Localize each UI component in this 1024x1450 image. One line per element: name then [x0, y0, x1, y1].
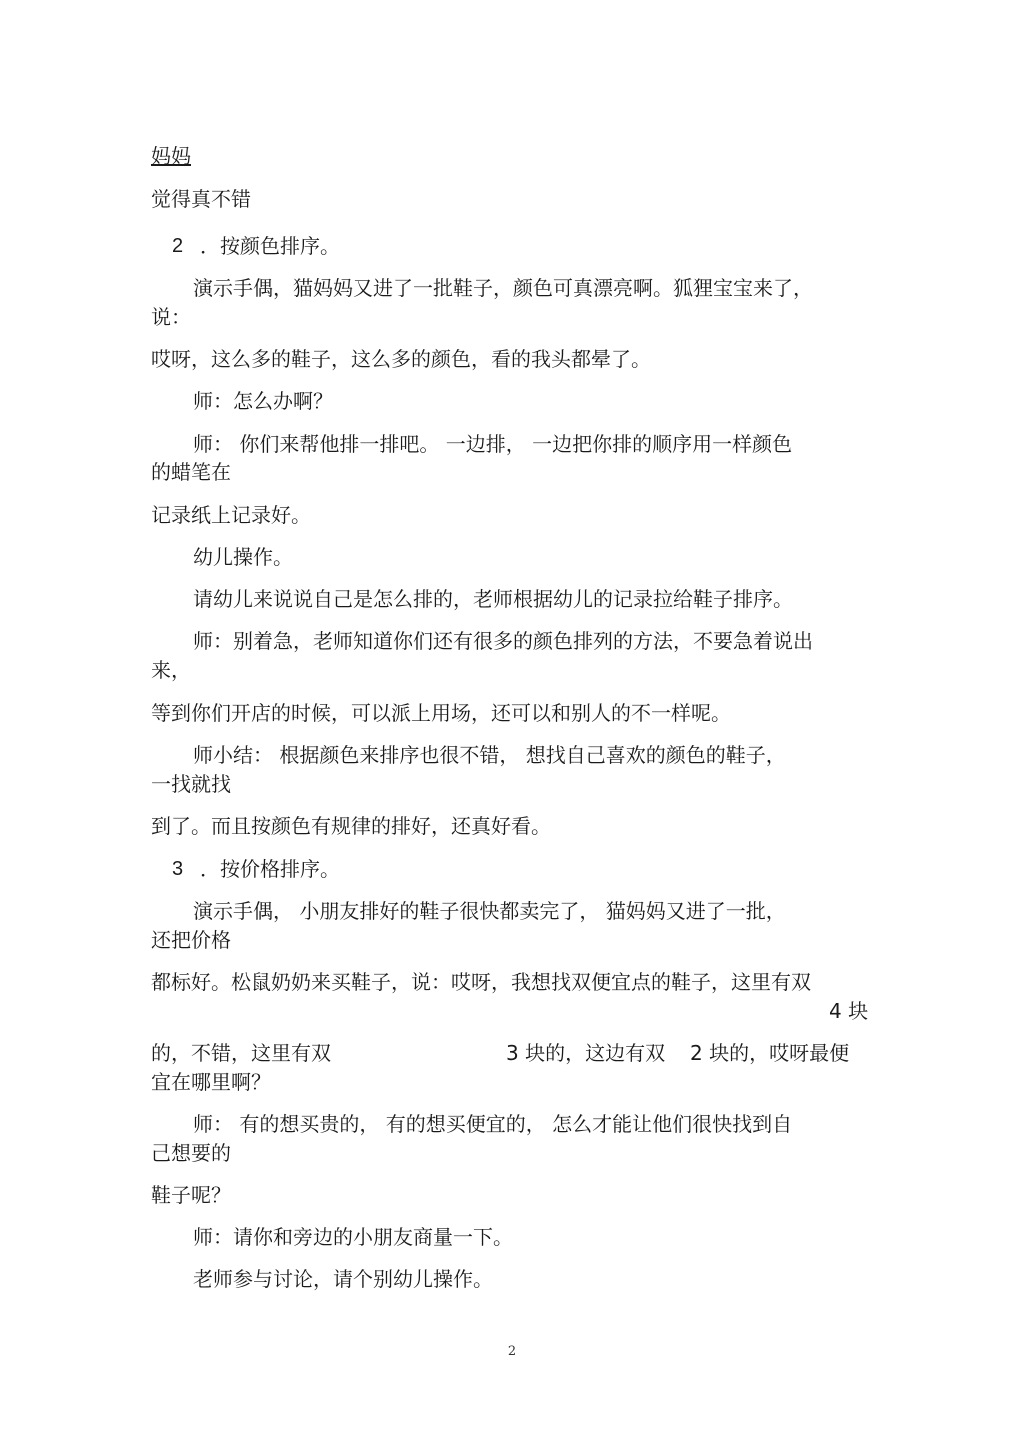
text-line: 鞋子呢？	[151, 1183, 231, 1207]
text-line: 妈妈	[151, 144, 191, 168]
text-line: 觉得真不错	[151, 187, 251, 211]
text-line: 来，	[151, 658, 191, 682]
section-number: 3	[172, 858, 184, 880]
text-line: 的蜡笔在	[151, 460, 231, 484]
section-number: 2	[172, 235, 184, 257]
section-heading: ．按颜色排序。	[200, 234, 340, 258]
text-line: 都标好。松鼠奶奶来买鞋子，说：哎呀，我想找双便宜点的鞋子，这里有双	[151, 970, 811, 994]
text-line: 请幼儿来说说自己是怎么排的，老师根据幼儿的记录拉给鞋子排序。	[193, 587, 793, 611]
text-line: 演示手偶， 小朋友排好的鞋子很快都卖完了， 猫妈妈又进了一批，	[193, 899, 786, 923]
text-line: 宜在哪里啊？	[151, 1070, 271, 1094]
text-line: 记录纸上记录好。	[151, 503, 311, 527]
text-line: 的，不错，这里有双	[151, 1041, 331, 1065]
text-line: 师：请你和旁边的小朋友商量一下。	[193, 1225, 513, 1249]
text-line: 一找就找	[151, 772, 231, 796]
text-line: 师： 你们来帮他排一排吧。 一边排， 一边把你排的顺序用一样颜色	[193, 432, 793, 456]
text-line: 4 块	[829, 999, 869, 1023]
text-line: 己想要的	[151, 1141, 231, 1165]
text-line: 师：怎么办啊？	[193, 389, 333, 413]
section-heading: ．按价格排序。	[200, 857, 340, 881]
page-number: 2	[507, 1344, 517, 1359]
text-line: 说：	[151, 305, 191, 329]
text-line: 还把价格	[151, 928, 231, 952]
text-line: 老师参与讨论，请个别幼儿操作。	[193, 1267, 493, 1291]
text-line: 师：别着急，老师知道你们还有很多的颜色排列的方法，不要急着说出	[193, 629, 813, 653]
text-line: 师： 有的想买贵的， 有的想买便宜的， 怎么才能让他们很快找到自	[193, 1112, 793, 1136]
text-line: 师小结： 根据颜色来排序也很不错， 想找自己喜欢的颜色的鞋子，	[193, 743, 786, 767]
text-line: 3 块的，这边有双	[506, 1041, 666, 1065]
text-line: 演示手偶，猫妈妈又进了一批鞋子，颜色可真漂亮啊。狐狸宝宝来了，	[193, 276, 813, 300]
text-line: 等到你们开店的时候，可以派上用场，还可以和别人的不一样呢。	[151, 701, 731, 725]
text-line: 2 块的，哎呀最便	[690, 1041, 850, 1065]
text-line: 到了。而且按颜色有规律的排好，还真好看。	[151, 814, 551, 838]
text-line: 哎呀，这么多的鞋子，这么多的颜色，看的我头都晕了。	[151, 347, 651, 371]
text-line: 幼儿操作。	[193, 545, 293, 569]
